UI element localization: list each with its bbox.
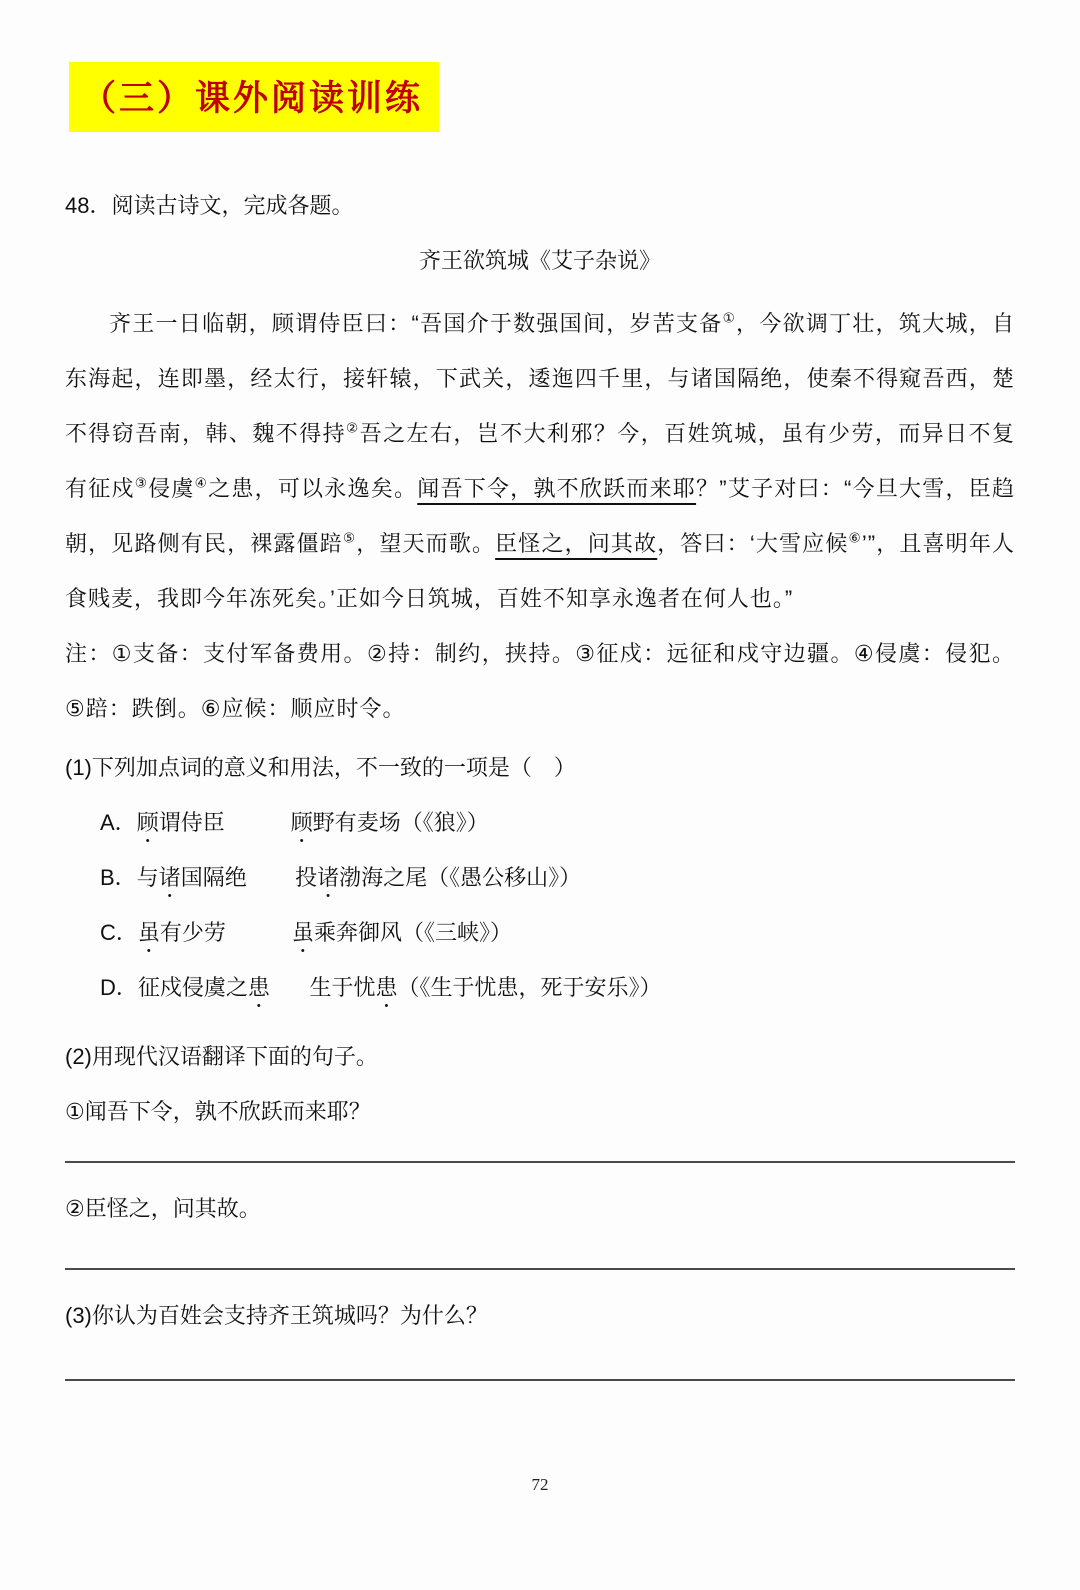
- section-header: [65, 62, 1015, 132]
- page-content: [0, 62, 1080, 1381]
- question-1-option-b: B．与诸国隔绝 投诸渤海之尾（《愚公移山》）: [100, 865, 582, 890]
- question-1-option-a: A．顾谓侍臣 顾野有麦场（《狼》）: [100, 810, 489, 835]
- question-1-stem: (1)下列加点词的意义和用法，不一致的一项是（ ）: [65, 755, 576, 780]
- question-2-sub-2: ②臣怪之，问其故。: [65, 1196, 261, 1221]
- page-number: 72: [531, 1475, 549, 1494]
- question-1-option-d: D．征戍侵虞之患 生于忧患（《生于忧患，死于安乐》）: [100, 975, 662, 1000]
- question-2-stem: (2)用现代汉语翻译下面的句子。: [65, 1044, 378, 1069]
- question-2-sub-1: ①闻吾下令，孰不欣跃而来耶？: [65, 1099, 371, 1124]
- passage-notes: 注：①支备：支付军备费用。②持：制约，挟持。③征戍：远征和戍守边疆。④侵虞：侵犯。⑤踣：跌倒。⑥应候：顺应时令。: [65, 641, 1015, 721]
- passage-title: 齐王欲筑城《艾子杂说》: [418, 248, 661, 273]
- section-title: （三）课外阅读训练: [69, 62, 439, 132]
- question-3-stem: (3)你认为百姓会支持齐王筑城吗？为什么？: [65, 1303, 488, 1328]
- answer-blank-line-3: [65, 1379, 1015, 1381]
- answer-blank-line-1: [65, 1161, 1015, 1163]
- question-1-option-c: C．虽有少劳 虽乘奔御风（《三峡》）: [100, 920, 512, 945]
- answer-blank-line-2: [65, 1268, 1015, 1270]
- passage-text: 齐王一日临朝，顾谓侍臣曰：“吾国介于数强国间，岁苦支备①，今欲调丁壮，筑大城，自东海起，连即墨，经太行，接轩辕，下武关，逶迤四千里，与诸国隔绝，使秦不得窥吾西，楚不得窃吾南，韩、魏不得持②吾之左右，岂不大利邪？今，百姓筑城，虽有少劳，而异日不复有征戍③侵虞④之患，可以永逸矣。闻吾下令，孰不欣跃而来耶？”艾子对曰：“今旦大雪，臣趋朝，见路侧有民，裸露僵踣⑤，望天而歌。臣怪之，问其故，答曰：‘大雪应候⑥’”，且喜明年人食贱麦，我即今年冻死矣。’正如今日筑城，百姓不知享永逸者在何人也。”: [65, 310, 1015, 611]
- worksheet-page: [0, 62, 1080, 1590]
- question-intro: 48．阅读古诗文，完成各题。: [65, 193, 354, 218]
